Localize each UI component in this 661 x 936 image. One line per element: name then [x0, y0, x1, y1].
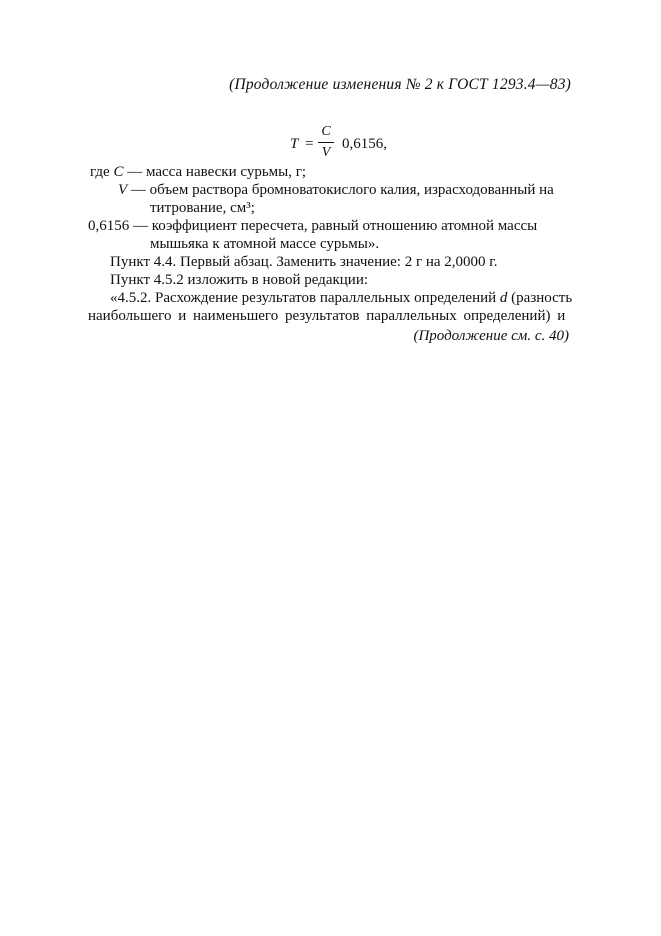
definition-text: масса навески сурьмы, г; [145, 164, 307, 180]
definition-text: объем раствора бромноватокислого калия, израсходованный на [149, 182, 554, 198]
fraction-bar [318, 142, 334, 143]
definition-symbol: 0,6156 [88, 218, 130, 234]
paragraph-4-5-2-line1 [110, 289, 572, 307]
definition-dash: — [123, 164, 146, 180]
definition-v-continuation: титрование, см³; [150, 200, 255, 216]
definition-prefix: где [90, 164, 114, 180]
definition-symbol: V [118, 182, 128, 198]
formula-denominator: V [321, 145, 331, 160]
symbol-d: d [499, 290, 508, 306]
definition-symbol: C [113, 164, 124, 180]
definition-text: коэффициент пересчета, равный отношению атомной массы [151, 218, 538, 234]
formula-equals: = [305, 136, 314, 152]
definition-c [90, 163, 306, 181]
paragraph-4-5-2-line2: наибольшего и наименьшего результатов параллельных определений) и [88, 308, 566, 324]
formula-coefficient: 0,6156, [342, 136, 387, 152]
formula-lhs: T [290, 136, 299, 152]
formula-numerator: C [321, 124, 331, 139]
definition-v [118, 181, 554, 199]
definition-dash: — [127, 182, 150, 198]
definition-coefficient-continuation: мышьяка к атомной массе сурьмы». [150, 236, 380, 252]
paragraph-4-5-2-intro: Пункт 4.5.2 изложить в новой редакции: [110, 272, 369, 288]
definition-dash: — [129, 218, 152, 234]
header-continuation-note: (Продолжение изменения № 2 к ГОСТ 1293.4—83) [229, 76, 571, 93]
definition-coefficient [88, 217, 581, 235]
formula-fraction [318, 124, 334, 161]
paragraph-text: (разность [507, 290, 573, 306]
paragraph-text: «4.5.2. Расхождение результатов параллельных определений [110, 290, 500, 306]
footer-continuation-note: (Продолжение см. с. 40) [413, 328, 569, 344]
paragraph-4-4: Пункт 4.4. Первый абзац. Заменить значение: 2 г на 2,0000 г. [110, 254, 498, 270]
